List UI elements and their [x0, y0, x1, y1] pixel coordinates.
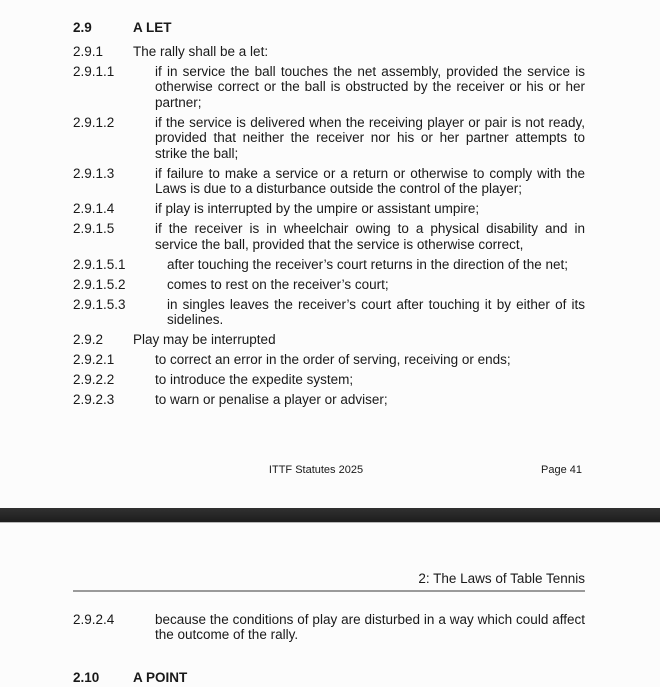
clause-number: 2.9.1.1	[73, 63, 115, 79]
clause-text: to warn or penalise a player or adviser;	[155, 392, 388, 407]
clause-2-9-1-5-3	[73, 297, 585, 328]
chapter-header	[73, 571, 585, 592]
clause-2-9-1	[73, 44, 585, 60]
clause-text: A LET	[133, 20, 172, 35]
clause-2-9-1-3	[73, 166, 585, 197]
clause-2-9-2-1	[73, 352, 585, 368]
clause-number: 2.9.1.2	[73, 114, 115, 130]
clause-text: Play may be interrupted	[133, 332, 276, 347]
clause-text: A POINT	[133, 669, 188, 685]
clause-number: 2.9	[73, 20, 92, 35]
clause-number: 2.9.1.5.2	[73, 276, 126, 292]
clause-text: if play is interrupted by the umpire or assistant umpire;	[155, 201, 480, 216]
clause-text: if the receiver is in wheelchair owing to a physical disability and in service the ball, provided that the service is otherwise correct,	[155, 221, 585, 252]
clause-2-10	[73, 670, 585, 686]
clause-number: 2.9.1.4	[73, 201, 115, 216]
clause-text: if failure to make a service or a return or otherwise to comply with the Laws is due to a disturbance outside the control of the player;	[155, 165, 585, 196]
clause-2-9-1-5	[73, 221, 585, 252]
footer-page-number: Page 41	[541, 463, 582, 476]
clause-2-9-2-2	[73, 372, 585, 388]
clause-text: in singles leaves the receiver’s court after touching it by either of its sidelines.	[167, 296, 585, 327]
clause-text: because the conditions of play are disturbed in a way which could affect the outcome of the rally.	[155, 611, 585, 642]
clause-number: 2.9.2.3	[73, 392, 115, 407]
clause-2-9-1-5-1	[73, 257, 585, 273]
page-footer	[73, 463, 585, 478]
clause-number: 2.9.1.5.3	[73, 296, 126, 312]
clause-2-9-1-5-2	[73, 277, 585, 293]
clause-number: 2.9.2.4	[73, 611, 115, 627]
chapter-header-text: 2: The Laws of Table Tennis	[418, 571, 585, 586]
clause-text: to introduce the expedite system;	[155, 372, 354, 387]
page-42	[0, 571, 660, 685]
clause-text: if the service is delivered when the receiving player or pair is not ready, provided that neither the receiver nor his or her partner attempts to strike the ball;	[155, 114, 585, 161]
clause-number: 2.9.2	[73, 332, 104, 347]
clause-number: 2.9.1.5.1	[73, 256, 126, 272]
clause-2-9-1-2	[73, 115, 585, 162]
clause-number: 2.9.2.2	[73, 372, 115, 387]
clause-2-9-2	[73, 332, 585, 348]
clause-text: after touching the receiver’s court returns in the direction of the net;	[167, 256, 568, 272]
clause-number: 2.9.1.5	[73, 221, 115, 236]
clause-number: 2.9.2.1	[73, 352, 115, 367]
clause-text: to correct an error in the order of serving, receiving or ends;	[155, 352, 511, 367]
clause-number: 2.9.1.3	[73, 165, 115, 181]
page-break-separator	[0, 508, 660, 522]
clause-2-9-2-4	[73, 612, 585, 643]
clause-2-9-1-1	[73, 64, 585, 111]
clause-2-9-2-3	[73, 392, 585, 408]
clause-text: comes to rest on the receiver’s court;	[167, 276, 389, 292]
clause-2-9	[73, 20, 585, 36]
clause-2-9-1-4	[73, 201, 585, 217]
clause-text: if in service the ball touches the net assembly, provided the service is otherwise correct or the ball is obstructed by the receiver or his or her partner;	[155, 63, 585, 110]
clause-number: 2.9.1	[73, 43, 104, 59]
clause-number: 2.10	[73, 669, 100, 685]
clause-text: The rally shall be a let:	[133, 43, 269, 59]
footer-document-title: ITTF Statutes 2025	[268, 463, 364, 476]
